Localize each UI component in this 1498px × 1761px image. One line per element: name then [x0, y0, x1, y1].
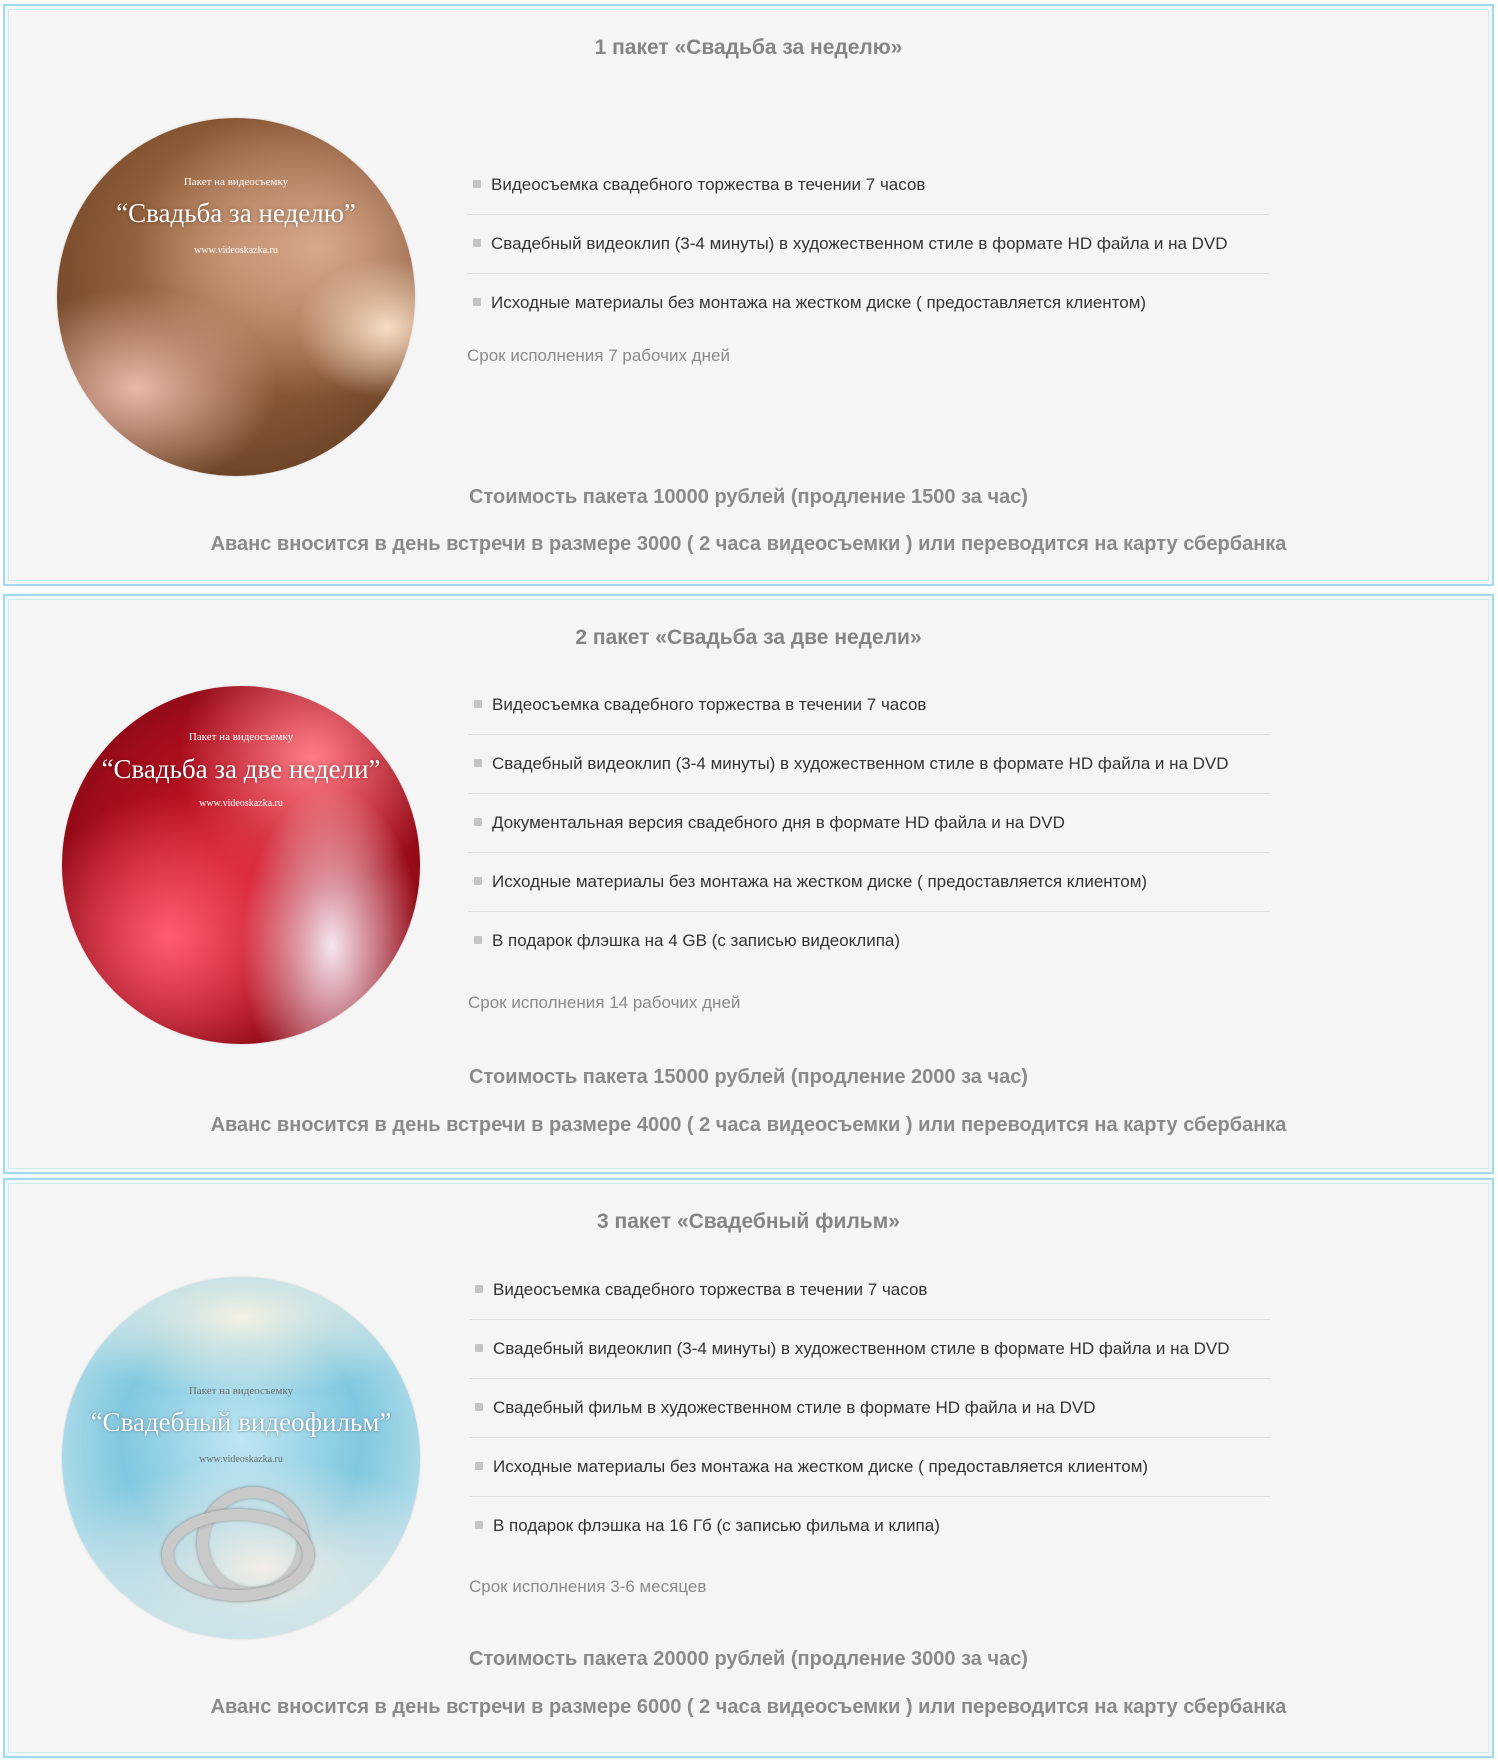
feature-text: Видеосъемка свадебного торжества в течении 7 часов	[493, 1280, 928, 1299]
feature-item	[469, 1438, 1271, 1497]
package-card-2	[3, 594, 1494, 1174]
bullet-icon	[474, 936, 482, 944]
bullet-icon	[474, 818, 482, 826]
bullet-icon	[474, 759, 482, 767]
package-card-1	[3, 4, 1494, 586]
feature-item	[469, 1261, 1271, 1320]
feature-item	[468, 912, 1270, 970]
advance-payment-note: Аванс вносится в день встречи в размере 3000 ( 2 часа видеосъемки ) или переводится на карту сбербанка	[210, 533, 1287, 555]
advance-payment-note: Аванс вносится в день встречи в размере 6000 ( 2 часа видеосъемки ) или переводится на карту сбербанка	[210, 1696, 1287, 1718]
package-title: 2 пакет «Свадьба за две недели»	[575, 626, 922, 649]
bullet-icon	[475, 1344, 483, 1352]
feature-item	[467, 274, 1269, 332]
feature-item	[469, 1379, 1271, 1438]
feature-item	[468, 676, 1270, 735]
disc-url: www.videoskazka.ru	[199, 1454, 283, 1465]
feature-text: Свадебный видеоклип (3-4 минуты) в художественном стиле в формате HD файла и на DVD	[491, 234, 1228, 253]
disc-caption: Пакет на видеосъемку	[188, 1385, 294, 1397]
feature-item	[467, 215, 1269, 274]
feature-text: Исходные материалы без монтажа на жестком диске ( предоставляется клиентом)	[491, 293, 1147, 312]
feature-text: Свадебный видеоклип (3-4 минуты) в художественном стиле в формате HD файла и на DVD	[492, 754, 1229, 773]
delivery-term: Срок исполнения 14 рабочих дней	[468, 993, 741, 1012]
feature-list	[468, 676, 1270, 970]
disc-url: www.videoskazka.ru	[199, 798, 283, 809]
package-price: Стоимость пакета 10000 рублей (продление 1500 за час)	[469, 486, 1028, 508]
feature-text: В подарок флэшка на 16 Гб (с записью фильма и клипа)	[493, 1516, 940, 1535]
feature-item	[468, 735, 1270, 794]
package-card-3	[3, 1178, 1494, 1758]
bullet-icon	[473, 298, 481, 306]
advance-payment-note: Аванс вносится в день встречи в размере 4000 ( 2 часа видеосъемки ) или переводится на карту сбербанка	[210, 1114, 1287, 1136]
feature-item	[469, 1497, 1271, 1555]
package-disc-image	[62, 1277, 420, 1639]
feature-text: Документальная версия свадебного дня в формате HD файла и на DVD	[492, 813, 1065, 832]
feature-text: Свадебный фильм в художественном стиле в формате HD файла и на DVD	[493, 1398, 1096, 1417]
feature-text: Видеосъемка свадебного торжества в течении 7 часов	[491, 175, 926, 194]
feature-text: Свадебный видеоклип (3-4 минуты) в художественном стиле в формате HD файла и на DVD	[493, 1339, 1230, 1358]
bullet-icon	[473, 180, 481, 188]
package-price: Стоимость пакета 20000 рублей (продление 3000 за час)	[469, 1648, 1028, 1670]
bullet-icon	[475, 1403, 483, 1411]
feature-text: Исходные материалы без монтажа на жестком диске ( предоставляется клиентом)	[492, 872, 1148, 891]
disc-url: www.videoskazka.ru	[194, 245, 278, 256]
disc-package-name: “Свадебный видеофильм”	[90, 1407, 392, 1437]
bullet-icon	[475, 1462, 483, 1470]
feature-item	[468, 853, 1270, 912]
wedding-ring-icon	[162, 1509, 314, 1601]
feature-item	[467, 156, 1269, 215]
disc-package-name: “Свадьба за неделю”	[116, 198, 356, 228]
bullet-icon	[474, 700, 482, 708]
feature-list	[469, 1261, 1271, 1555]
package-title: 1 пакет «Свадьба за неделю»	[594, 36, 903, 59]
bullet-icon	[474, 877, 482, 885]
feature-item	[469, 1320, 1271, 1379]
feature-item	[468, 794, 1270, 853]
bullet-icon	[473, 239, 481, 247]
feature-text: Видеосъемка свадебного торжества в течении 7 часов	[492, 695, 927, 714]
package-disc-image	[62, 686, 420, 1044]
package-price: Стоимость пакета 15000 рублей (продление 2000 за час)	[469, 1066, 1028, 1088]
delivery-term: Срок исполнения 3-6 месяцев	[469, 1577, 707, 1596]
feature-list	[467, 156, 1269, 332]
disc-package-name: “Свадьба за две недели”	[101, 754, 381, 784]
disc-caption: Пакет на видеосъемку	[183, 176, 289, 188]
bullet-icon	[475, 1521, 483, 1529]
delivery-term: Срок исполнения 7 рабочих дней	[467, 346, 730, 365]
package-disc-image	[57, 118, 415, 476]
package-title: 3 пакет «Свадебный фильм»	[597, 1210, 900, 1233]
feature-text: Исходные материалы без монтажа на жестком диске ( предоставляется клиентом)	[493, 1457, 1149, 1476]
bullet-icon	[475, 1285, 483, 1293]
feature-text: В подарок флэшка на 4 GB (с записью видеоклипа)	[492, 931, 901, 950]
disc-caption: Пакет на видеосъемку	[188, 731, 294, 743]
